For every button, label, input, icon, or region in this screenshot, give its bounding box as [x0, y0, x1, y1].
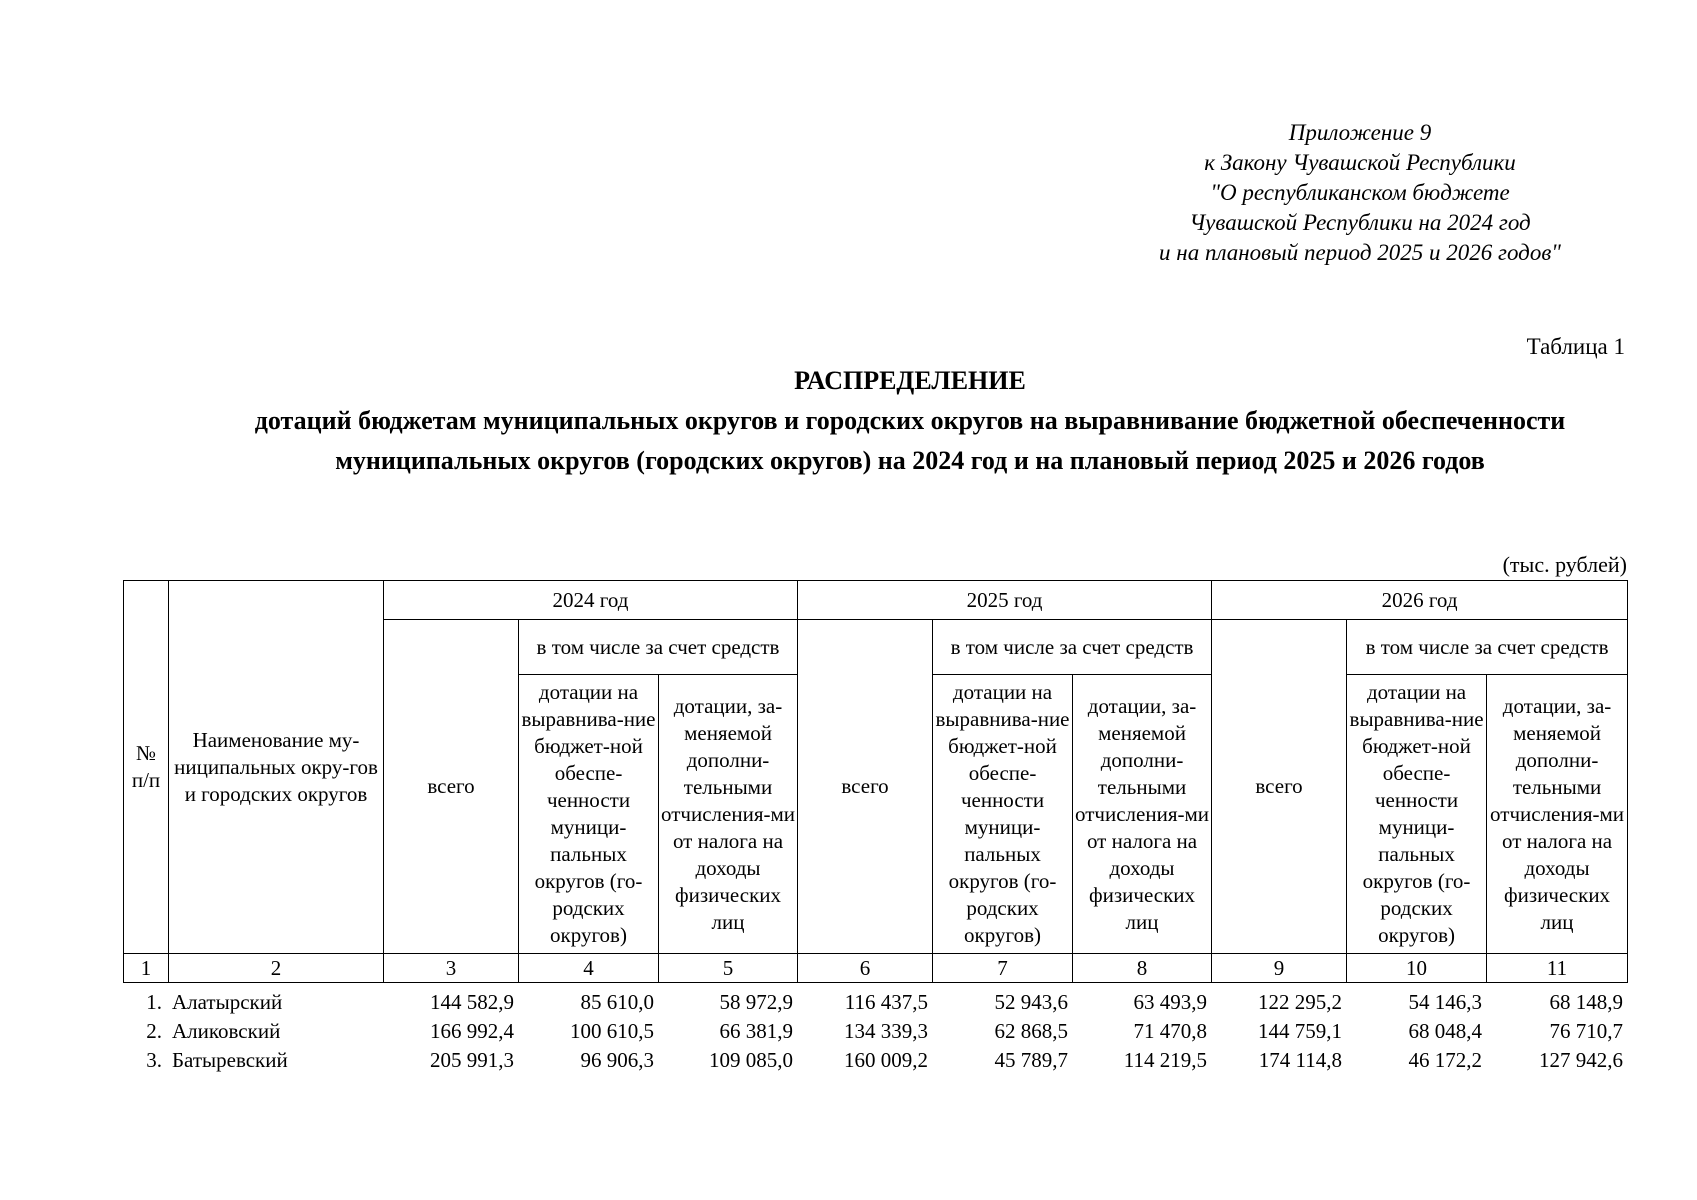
col-number: 11	[1487, 954, 1628, 983]
cell-value: 71 470,8	[1133, 1019, 1207, 1043]
cell-value: 62 868,5	[994, 1019, 1068, 1043]
col-number: 3	[384, 954, 519, 983]
header-sub-tax-replacement: дотации, за-меняемой дополни-тельными отчисления-ми от налога на доходы физических лиц	[1487, 675, 1628, 954]
row-index: 2.	[146, 1019, 162, 1043]
header-including: в том числе за счет средств	[519, 620, 798, 675]
cell-value: 66 381,9	[719, 1019, 793, 1043]
header-num: № п/п	[124, 581, 169, 954]
header-total: всего	[384, 620, 519, 954]
header-including: в том числе за счет средств	[933, 620, 1212, 675]
row-index: 1.	[146, 990, 162, 1014]
appendix-heading	[1100, 118, 1620, 268]
col-number: 10	[1347, 954, 1487, 983]
distribution-table-header	[123, 580, 1628, 983]
cell-value: 114 219,5	[1123, 1048, 1207, 1072]
title-main: РАСПРЕДЕЛЕНИЕ	[794, 366, 1026, 395]
header-year-2024: 2024 год	[384, 581, 798, 620]
table-row	[123, 988, 1627, 1017]
header-name: Наименование му-ниципальных окру-гов и городских округов	[169, 581, 384, 954]
appendix-line: Чувашской Республики на 2024 год	[1189, 210, 1531, 235]
document-title	[160, 364, 1660, 478]
col-number: 4	[519, 954, 659, 983]
distribution-table-body	[123, 988, 1627, 1075]
col-number: 8	[1073, 954, 1212, 983]
cell-value: 52 943,6	[994, 990, 1068, 1014]
table-row	[123, 1017, 1627, 1046]
cell-value: 54 146,3	[1408, 990, 1482, 1014]
header-sub-equalization: дотации на выравнива-ние бюджет-ной обеспе-ченности муници-пальных округов (го-родских округов)	[1347, 675, 1487, 954]
cell-value: 45 789,7	[994, 1048, 1068, 1072]
header-including: в том числе за счет средств	[1347, 620, 1628, 675]
cell-value: 116 437,5	[844, 990, 928, 1014]
appendix-line: и на плановый период 2025 и 2026 годов"	[1159, 240, 1561, 265]
table-label: Таблица 1	[1526, 334, 1625, 359]
row-name: Батыревский	[172, 1048, 288, 1072]
header-sub-equalization: дотации на выравнива-ние бюджет-ной обеспе-ченности муници-пальных округов (го-родских округов)	[519, 675, 659, 954]
cell-value: 144 759,1	[1258, 1019, 1342, 1043]
cell-value: 68 048,4	[1408, 1019, 1482, 1043]
header-sub-equalization: дотации на выравнива-ние бюджет-ной обеспе-ченности муници-пальных округов (го-родских округов)	[933, 675, 1073, 954]
cell-value: 205 991,3	[430, 1048, 514, 1072]
cell-value: 68 148,9	[1549, 990, 1623, 1014]
col-number: 2	[169, 954, 384, 983]
cell-value: 166 992,4	[430, 1019, 514, 1043]
cell-value: 160 009,2	[844, 1048, 928, 1072]
col-number: 5	[659, 954, 798, 983]
col-number: 6	[798, 954, 933, 983]
cell-value: 76 710,7	[1549, 1019, 1623, 1043]
header-sub-tax-replacement: дотации, за-меняемой дополни-тельными отчисления-ми от налога на доходы физических лиц	[659, 675, 798, 954]
appendix-line: Приложение 9	[1288, 120, 1432, 145]
header-total: всего	[1212, 620, 1347, 954]
col-number: 7	[933, 954, 1073, 983]
cell-value: 174 114,8	[1258, 1048, 1342, 1072]
cell-value: 96 906,3	[580, 1048, 654, 1072]
title-subtitle-line1: дотаций бюджетам муниципальных округов и городских округов на выравнивание бюджетной обеспеченности	[254, 406, 1566, 435]
header-sub-tax-replacement: дотации, за-меняемой дополни-тельными отчисления-ми от налога на доходы физических лиц	[1073, 675, 1212, 954]
appendix-line: к Закону Чувашской Республики	[1204, 150, 1516, 175]
row-index: 3.	[146, 1048, 162, 1072]
cell-value: 100 610,5	[570, 1019, 654, 1043]
cell-value: 144 582,9	[430, 990, 514, 1014]
appendix-line: "О республиканском бюджете	[1210, 180, 1510, 205]
cell-value: 109 085,0	[709, 1048, 793, 1072]
table-row	[123, 1046, 1627, 1075]
cell-value: 58 972,9	[719, 990, 793, 1014]
cell-value: 127 942,6	[1539, 1048, 1623, 1072]
row-name: Алатырский	[172, 990, 283, 1014]
units-note: (тыс. рублей)	[1502, 552, 1627, 577]
cell-value: 85 610,0	[580, 990, 654, 1014]
row-name: Аликовский	[172, 1019, 281, 1043]
cell-value: 46 172,2	[1408, 1048, 1482, 1072]
cell-value: 134 339,3	[844, 1019, 928, 1043]
header-year-2025: 2025 год	[798, 581, 1212, 620]
col-number: 1	[124, 954, 169, 983]
header-year-2026: 2026 год	[1212, 581, 1628, 620]
cell-value: 122 295,2	[1258, 990, 1342, 1014]
title-subtitle-line2: муниципальных округов (городских округов) на 2024 год и на плановый период 2025 и 2026 годов	[335, 446, 1485, 475]
header-total: всего	[798, 620, 933, 954]
col-number: 9	[1212, 954, 1347, 983]
cell-value: 63 493,9	[1133, 990, 1207, 1014]
